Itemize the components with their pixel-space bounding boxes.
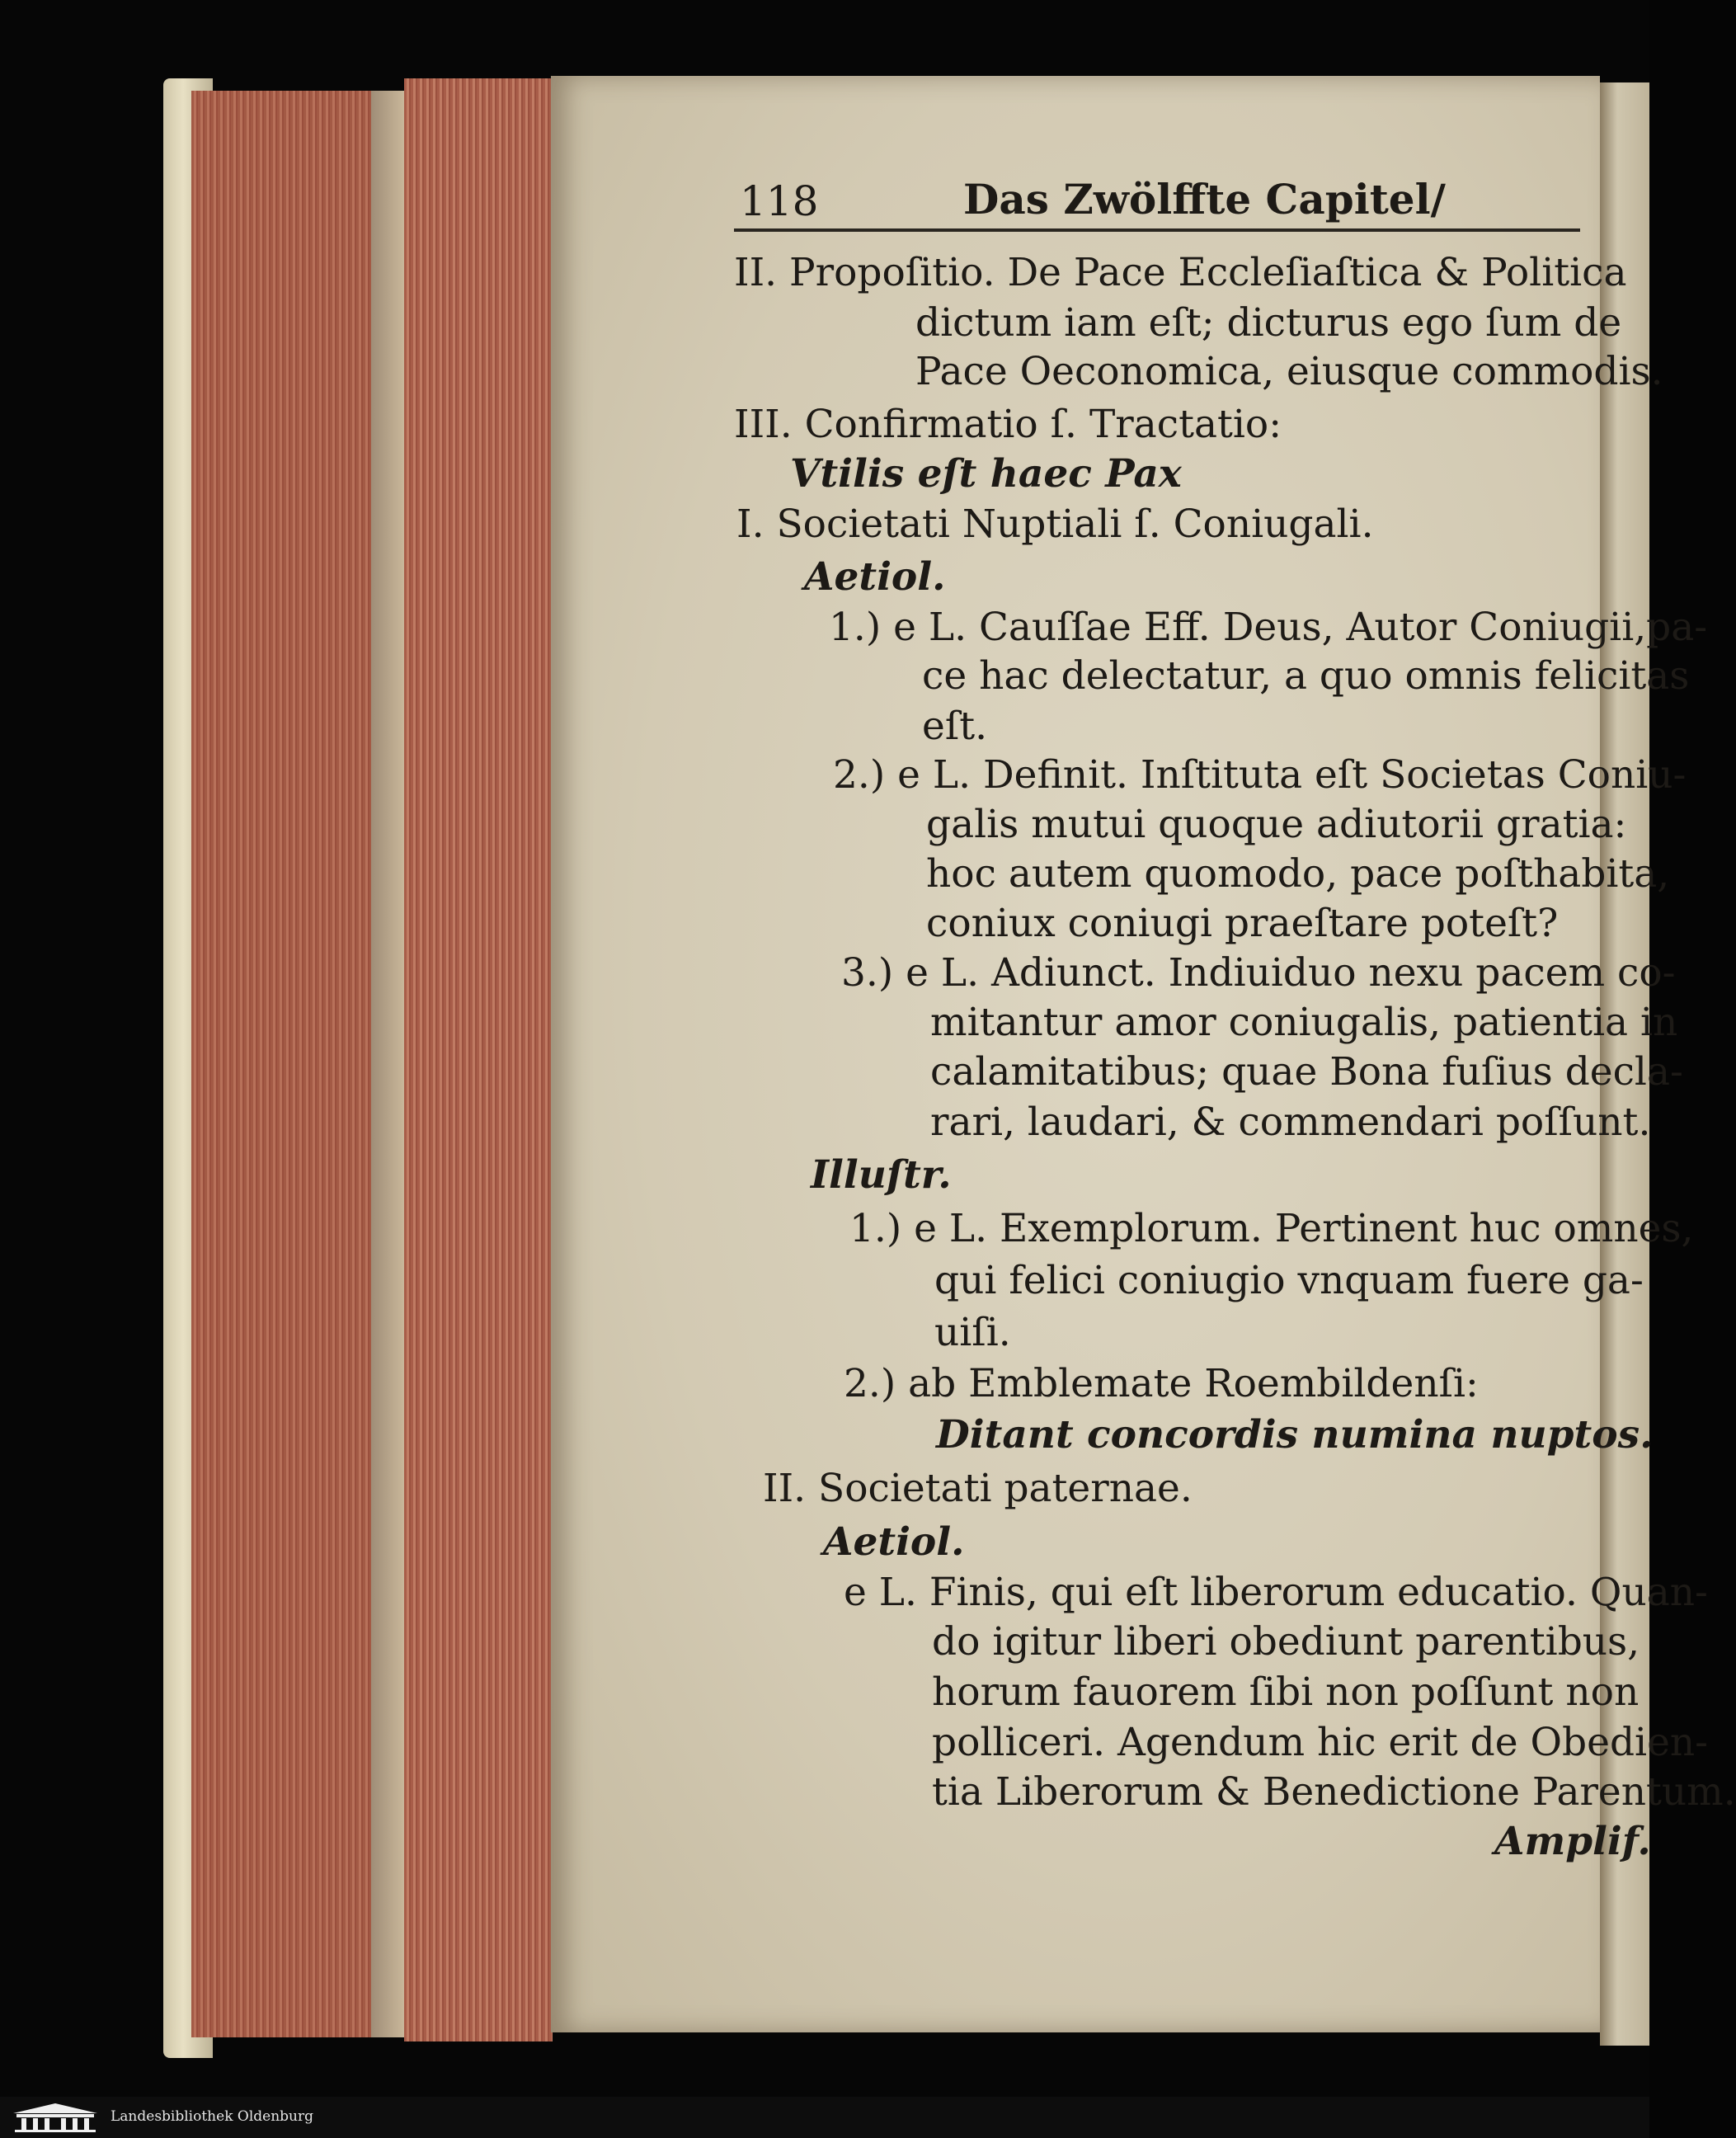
text-line: III. Confirmatio ſ. Tractatio:: [734, 402, 1282, 447]
text-line: II. Societati paternae.: [763, 1466, 1193, 1511]
text-line: horum fauorem ſibi non poſſunt non: [932, 1669, 1640, 1715]
text-line: hoc autem quomodo, pace poſthabita,: [926, 851, 1670, 897]
catchword: Amplif.: [1494, 1819, 1651, 1864]
text-line: calamitatibus; quae Bona fuſius decla-: [930, 1049, 1683, 1095]
text-line: ce hac delectatur, a quo omnis felicitas: [922, 653, 1690, 699]
header-rule: [734, 228, 1580, 232]
library-name: Landesbibliothek Oldenburg: [111, 2108, 314, 2125]
text-line: eſt.: [922, 704, 988, 749]
running-title: Das Zwölffte Capitel/: [963, 175, 1446, 224]
text-line: qui felici coniugio vnquam fuere ga-: [934, 1258, 1644, 1303]
text-line: Illuſtr.: [811, 1152, 952, 1198]
text-line: mitantur amor coniugalis, patientia in: [930, 1000, 1678, 1045]
page-block-edge-right: [404, 78, 553, 2041]
text-line: uiſi.: [934, 1310, 1011, 1355]
text-line: e L. Finis, qui eſt liberorum educatio. Quan-: [844, 1570, 1708, 1615]
page-block-edge-left: [191, 91, 373, 2037]
text-line: 2.) e L. Definit. Inſtituta eſt Societas Coniu-: [833, 752, 1687, 798]
page-number: 118: [740, 177, 819, 225]
text-line: dictum iam eſt; dicturus ego ſum de: [915, 300, 1622, 346]
text-line: 1.) e L. Exemplorum. Pertinent huc omnes,: [849, 1206, 1694, 1251]
text-line: Vtilis eſt haec Pax: [790, 451, 1182, 497]
text-line: Aetiol.: [823, 1519, 965, 1565]
text-line: 3.) e L. Adiunct. Indiuiduo nexu pacem co-: [841, 950, 1676, 996]
text-line: Aetiol.: [804, 554, 946, 600]
text-line: 2.) ab Emblemate Roembildenſi:: [844, 1361, 1479, 1406]
page-block-gap: [371, 91, 404, 2037]
library-building-icon: [10, 2102, 101, 2133]
text-line: polliceri. Agendum hic erit de Obedien-: [932, 1720, 1709, 1765]
text-line: Ditant concordis numina nuptos.: [936, 1412, 1654, 1458]
text-line: coniux coniugi praeſtare poteſt?: [926, 901, 1559, 946]
text-line: I. Societati Nuptiali ſ. Coniugali.: [736, 502, 1374, 547]
text-line: galis mutui quoque adiutorii gratia:: [926, 802, 1627, 847]
text-line: tia Liberorum & Benedictione Parentum.: [932, 1769, 1736, 1815]
text-line: II. Propoſitio. De Pace Eccleſiaſtica & Politica: [734, 250, 1627, 295]
text-line: do igitur liberi obediunt parentibus,: [932, 1619, 1640, 1665]
text-line: rari, laudari, & commendari poſſunt.: [930, 1100, 1651, 1145]
text-line: Pace Oeconomica, eiusque commodis.: [915, 349, 1663, 394]
text-line: 1.) e L. Cauſſae Eff. Deus, Autor Coniugii,pa-: [829, 605, 1708, 650]
